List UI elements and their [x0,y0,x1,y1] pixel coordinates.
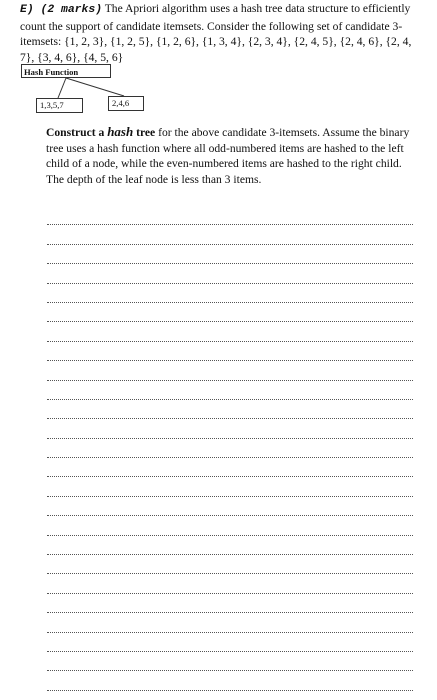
answer-line[interactable] [47,652,413,671]
left-child-node: 1,3,5,7 [36,98,83,113]
answer-line[interactable] [47,458,413,477]
answer-line[interactable] [47,439,413,458]
answer-line[interactable] [47,361,413,380]
instructions-body: for the above candidate 3-itemsets. Assume the binary tree uses a hash function where all odd-numbered items are hashed to the left child of a node, while the even-numbered items are hashed to the right child. The depth of the leaf node is less than 3 items. [46,126,410,186]
answer-line[interactable] [47,225,413,244]
left-branch-line [58,78,66,98]
instructions-text [46,124,420,187]
question-body: The Apriori algorithm uses a hash tree data structure to efficiently count the support of candidate itemsets. Consider the following set of candidate 3-itemsets: {1, 2, 3}, {1, 2, 5}, {1, 2, 6}, {1, 3, 4}, {2, 3, 4}, {2, 4, 5}, {2, 4, 6}, {2, 4, 7}, {3, 4, 6}, {4, 5, 6} [20,2,412,64]
answer-line[interactable] [47,206,413,225]
answer-line[interactable] [47,613,413,632]
answer-line[interactable] [47,594,413,613]
answer-line[interactable] [47,671,413,690]
right-child-node: 2,4,6 [108,96,144,111]
answer-line[interactable] [47,419,413,438]
answer-line[interactable] [47,400,413,419]
answer-line[interactable] [47,303,413,322]
instructions-lead: Construct a [46,126,108,139]
answer-line[interactable] [47,633,413,652]
hash-function-node: Hash Function [21,64,111,78]
answer-line[interactable] [47,284,413,303]
instructions-hash-word: hash [107,124,134,139]
answer-line[interactable] [47,477,413,496]
answer-line[interactable] [47,245,413,264]
question-label: E) (2 marks) [20,4,103,16]
answer-line[interactable] [47,574,413,593]
answer-line[interactable] [47,264,413,283]
answer-line[interactable] [47,342,413,361]
right-branch-line [66,78,124,96]
instructions-tree-word: tree [133,126,156,139]
answer-line[interactable] [47,381,413,400]
answer-line[interactable] [47,497,413,516]
answer-line[interactable] [47,536,413,555]
answer-line[interactable] [47,516,413,535]
answer-area[interactable] [47,206,413,691]
answer-line[interactable] [47,555,413,574]
answer-line[interactable] [47,322,413,341]
